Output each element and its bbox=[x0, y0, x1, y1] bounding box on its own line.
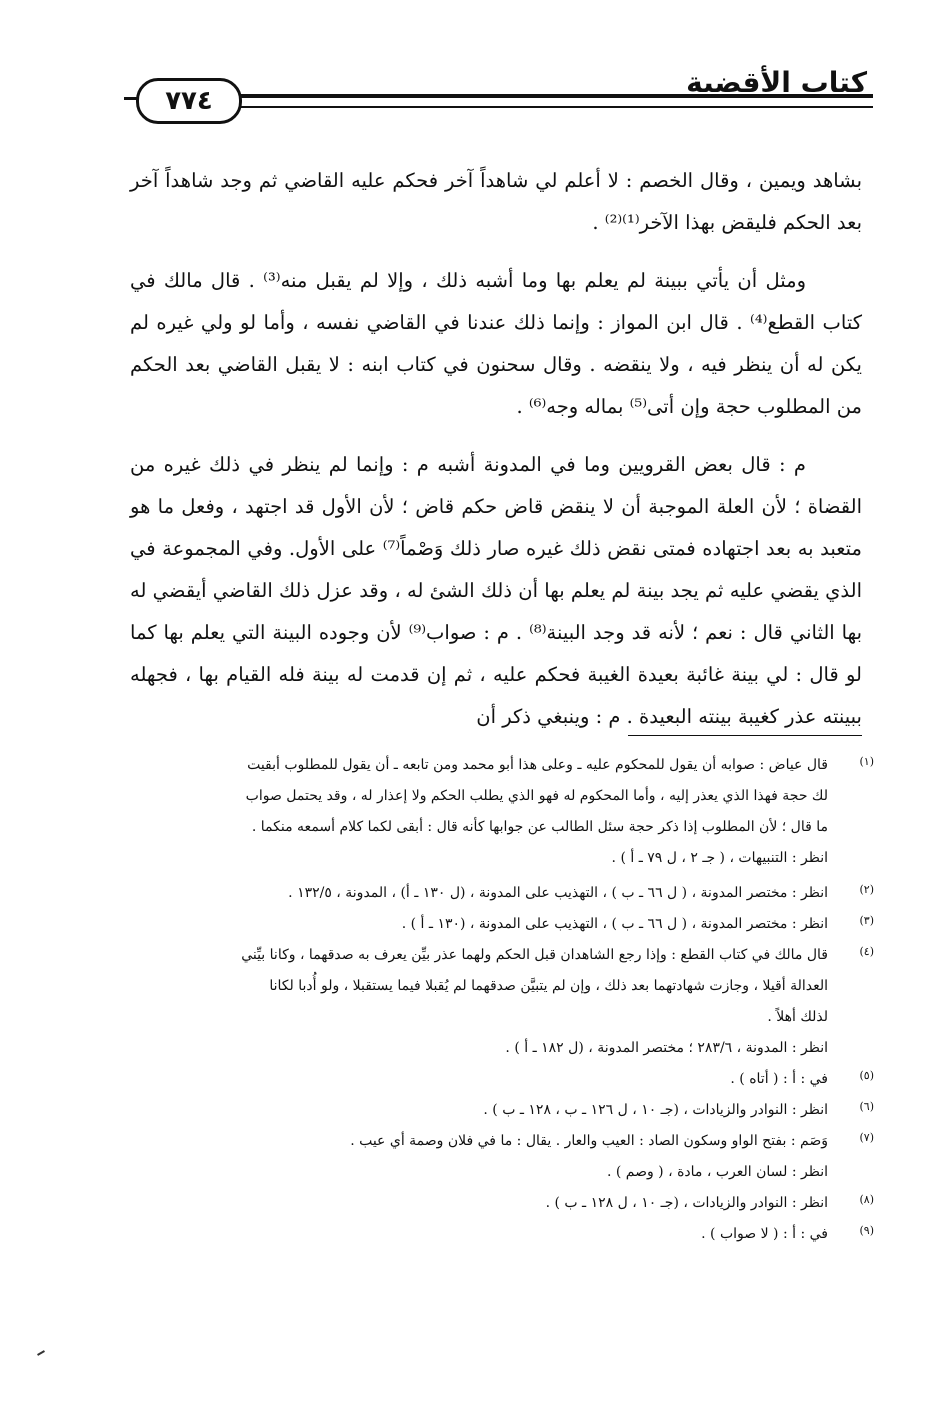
footnote-number: (١) bbox=[859, 755, 874, 768]
footnote-line: لذلك أهلاً . bbox=[767, 1009, 828, 1025]
footnote-8 bbox=[130, 1188, 874, 1219]
footnote-separator bbox=[628, 735, 862, 736]
footnote-number: (٥) bbox=[859, 1069, 874, 1082]
footnote-line: انظر : النوادر والزيادات ، (جـ ١٠ ، ل ١٢٨ ـ ب ) . bbox=[545, 1195, 828, 1211]
footnote-line: العدالة أقيلا ، وجازت شهادتهما بعد ذلك ، وإن لم يتبيَّن صدقهما لم يُقبلا فيما يستقبلا ، ولو أُدبا لكانا bbox=[269, 978, 828, 994]
footnote-line: انظر : التنبيهات ، ( جـ ٢ ، ل ٧٩ ـ أ ) . bbox=[611, 850, 828, 866]
footnote-number: (٢) bbox=[859, 883, 874, 896]
paragraph-3: م : قال بعض القرويين وما في المدونة أشبه م : وإنما لم ينظر في ذلك غيره من القضاة ؛ لأن العلة الموجبة أن لا ينقض قاض حكم قاض ؛ لأن الأول قد اجتهد ، وفعل ما هو متعبد به بعد اجتهاده فمتى نقض ذلك غيره صار ذلك وَصْماً⁽⁷⁾ على الأول. وفي المجموعة في الذي يقضي عليه ثم يجد بينة لم يعلم بها أن ذلك الشئ له ، وقد عزل ذلك القاضي أيقضي له بها الثاني قال : نعم ؛ لأنه قد وجد البينة⁽⁸⁾ . م : صواب⁽⁹⁾ لأن وجوده البينة التي يعلم بها كما لو قال : لي بينة غائبة بعيدة الغيبة فحكم عليه ، ثم إن قدمت له بينة فله القيام بها ، فجهله ببينته عذر كغيبة بينته البعيدة . م : وينبغي ذكر أن bbox=[130, 453, 863, 728]
footnote-number: (٩) bbox=[859, 1224, 874, 1237]
footnote-5 bbox=[130, 1064, 874, 1095]
footnote-1 bbox=[130, 750, 874, 874]
footnote-line: قال عياض : صوابه أن يقول للمحكوم عليه ـ وعلى هذا أبو محمد ومن تابعه ـ أن يقول للمطلوب أبقيت bbox=[247, 757, 828, 773]
footnotes bbox=[130, 750, 874, 1250]
paragraph-1: بشاهد ويمين ، وقال الخصم : لا أعلم لي شاهداً آخر فحكم عليه القاضي ثم وجد شاهداً آخر بعد الحكم فليقض بهذا الآخر⁽¹⁾⁽²⁾ . bbox=[130, 169, 862, 234]
footnote-line: ما قال ؛ لأن المطلوب إذا ذكر حجة سئل الطالب عن جوابها كأنه قال : أبقى لكما كلام أسمعه منكما . bbox=[251, 819, 828, 835]
page-header bbox=[128, 58, 873, 130]
main-text bbox=[130, 160, 862, 754]
page-number-badge: ٧٧٤ bbox=[136, 78, 242, 124]
footnote-number: (٧) bbox=[859, 1131, 874, 1144]
footnote-number: (٤) bbox=[859, 945, 874, 958]
footnote-number: (٣) bbox=[859, 914, 874, 927]
footnote-line: انظر : مختصر المدونة ، ( ل ٦٦ ـ ب ) ، التهذيب على المدونة ، (١٣٠ ـ أ ) . bbox=[401, 916, 828, 932]
footnote-line: في : أ : ( لا صواب ) . bbox=[701, 1226, 828, 1242]
footnote-line: وَصَم : بفتح الواو وسكون الصاد : العيب والعار . يقال : ما في فلان وصمة أي عيب . bbox=[350, 1133, 828, 1149]
footnote-7 bbox=[130, 1126, 874, 1188]
stray-mark bbox=[37, 1350, 45, 1356]
footnote-line: انظر : مختصر المدونة ، ( ل ٦٦ ـ ب ) ، التهذيب على المدونة ، (ل ١٣٠ ـ أ) ، المدونة ، ١٣٢/٥ . bbox=[288, 885, 828, 901]
footnote-9 bbox=[130, 1219, 874, 1250]
footnote-line: في : أ : ( أتاه ) . bbox=[730, 1071, 828, 1087]
footnote-2 bbox=[130, 878, 874, 909]
footnote-6 bbox=[130, 1095, 874, 1126]
book-title: كتاب الأقضية bbox=[686, 66, 867, 99]
footnote-line: انظر : النوادر والزيادات ، (جـ ١٠ ، ل ١٢٦ ـ ب ، ١٢٨ ـ ب ) . bbox=[483, 1102, 828, 1118]
footnote-line: قال مالك في كتاب القطع : وإذا رجع الشاهدان قبل الحكم ولهما عذر بيِّن يعرف به صدقهما ، وكانا بيِّني bbox=[241, 947, 828, 963]
footnote-line: لك حجة فهذا الذي يعذر إليه ، وأما المحكوم له فهو الذي يطلب الحكم ولا إعذار له ، وقد يحتمل صواب bbox=[245, 788, 828, 804]
paragraph-2: ومثل أن يأتي ببينة لم يعلم بها وما أشبه ذلك ، وإلا لم يقبل منه⁽³⁾ . قال مالك في كتاب القطع⁽⁴⁾ . قال ابن المواز : وإنما ذلك عندنا في القاضي نفسه ، وأما لو ولي غيره لم يكن له أن ينظر فيه ، ولا ينقضه . وقال سحنون في كتاب ابنه : لا يقبل القاضي بعد الحكم من المطلوب حجة وإن أتى⁽⁵⁾ بماله وجه⁽⁶⁾ . bbox=[130, 269, 863, 418]
footnote-line: انظر : لسان العرب ، مادة ، ( وصم ) . bbox=[606, 1164, 828, 1180]
footnote-number: (٦) bbox=[859, 1100, 874, 1113]
footnote-number: (٨) bbox=[859, 1193, 874, 1206]
footnote-line: انظر : المدونة ، ٢٨٣/٦ ؛ مختصر المدونة ، (ل ١٨٢ ـ أ ) . bbox=[505, 1040, 828, 1056]
footnote-4 bbox=[130, 940, 874, 1064]
footnote-3 bbox=[130, 909, 874, 940]
